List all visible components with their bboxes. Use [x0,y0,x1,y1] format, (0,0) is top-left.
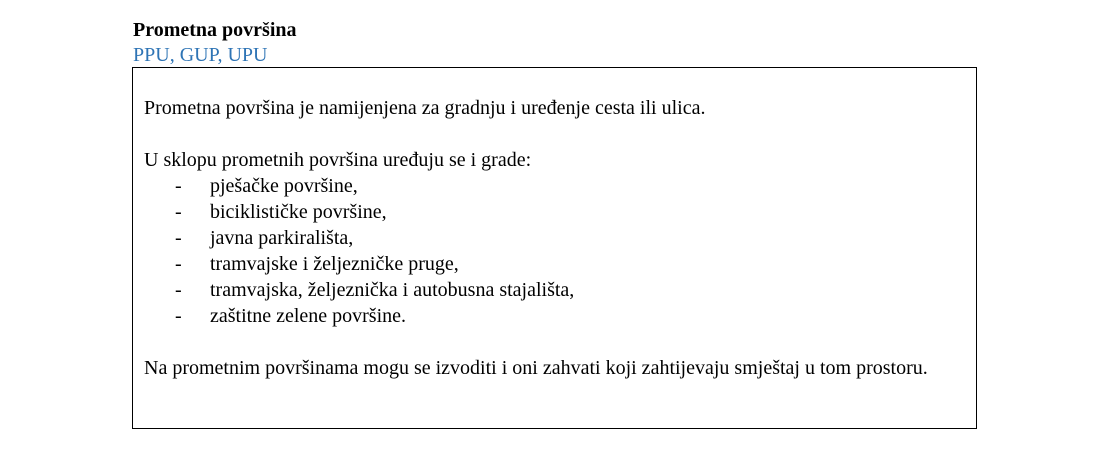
dash-bullet: - [175,201,182,223]
dash-bullet: - [175,227,182,249]
list-item-label: zaštitne zelene površine. [210,305,407,327]
plan-types-link[interactable]: PPU, GUP, UPU [133,44,268,66]
section-title: Prometna površina [133,19,297,41]
dash-bullet: - [175,279,182,301]
list-item [144,199,968,225]
list-item-label: tramvajske i željezničke pruge, [210,253,459,275]
dash-bullet: - [175,305,182,327]
list-item-label: biciklističke površine, [210,201,387,223]
list-item [144,173,968,199]
dash-bullet: - [175,253,182,275]
list-item-label: javna parkirališta, [210,227,354,249]
list-item [144,277,968,303]
list-intro-paragraph: U sklopu prometnih površina uređuju se i grade: [144,149,532,171]
list-item [144,225,968,251]
paragraph-spacer [144,329,968,355]
definition-content [144,95,968,381]
list-item [144,303,968,329]
dash-bullet: - [175,175,182,197]
facility-list [144,173,968,329]
paragraph-spacer [144,121,968,147]
list-item-label: tramvajska, željeznička i autobusna stajališta, [210,279,575,301]
definition-box [132,67,977,429]
intro-paragraph: Prometna površina je namijenjena za gradnju i uređenje cesta ili ulica. [144,97,706,119]
list-item [144,251,968,277]
closing-paragraph: Na prometnim površinama mogu se izvoditi i oni zahvati koji zahtijevaju smještaj u tom prostoru. [144,357,928,379]
list-item-label: pješačke površine, [210,175,358,197]
